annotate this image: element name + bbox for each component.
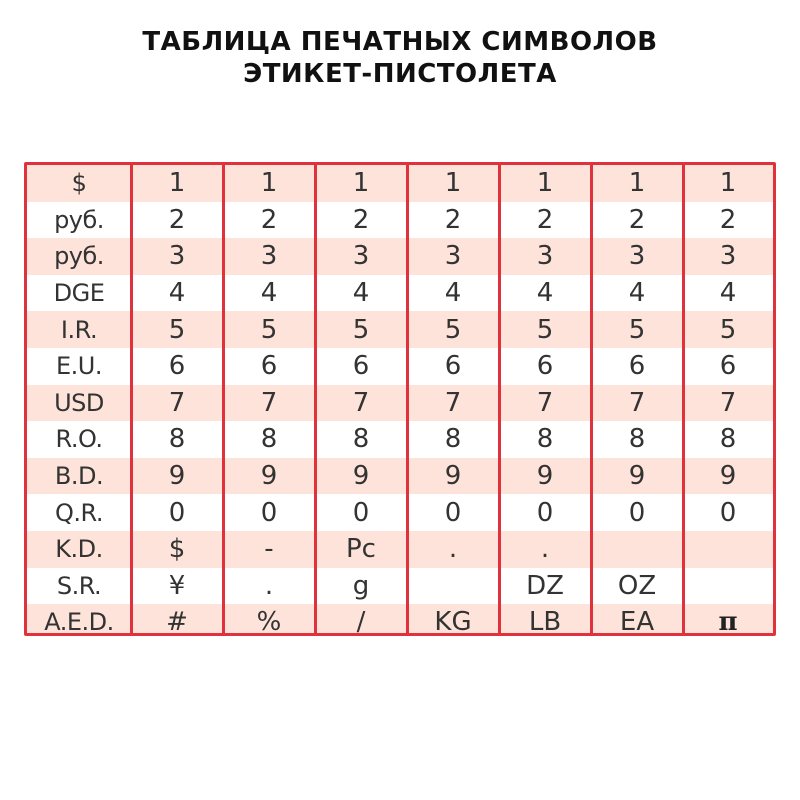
row-label-cell: K.D. [55, 535, 103, 564]
page-title-line-2: ЭТИКЕТ-ПИСТОЛЕТА [243, 59, 557, 89]
row-label-cell: A.E.D. [44, 608, 114, 636]
row-label-cell: R.O. [55, 425, 103, 454]
symbol-cell: 8 [719, 424, 737, 455]
row-label-cell: E.U. [56, 352, 102, 381]
symbol-cell: 5 [536, 314, 554, 345]
column-divider [314, 165, 317, 633]
symbol-cell: 4 [444, 278, 462, 309]
symbol-cell: π [718, 607, 738, 636]
symbol-cell: 1 [168, 168, 186, 199]
column-divider [682, 165, 685, 633]
column-divider [130, 165, 133, 633]
symbol-cell: 6 [168, 351, 186, 382]
symbol-cell: 8 [536, 424, 554, 455]
symbol-cell: 5 [719, 314, 737, 345]
symbol-table [24, 162, 776, 636]
symbol-cell: 2 [260, 204, 278, 235]
table-row [27, 458, 773, 495]
symbol-cell: . [448, 534, 458, 565]
symbol-cell: 3 [352, 241, 370, 272]
symbol-cell: 6 [719, 351, 737, 382]
table-row [27, 421, 773, 458]
symbol-cell: 2 [536, 204, 554, 235]
symbol-cell: DZ [526, 570, 564, 601]
symbol-cell: 1 [352, 168, 370, 199]
symbol-cell: $ [168, 534, 186, 565]
symbol-cell: 0 [536, 497, 554, 528]
symbol-cell: 3 [260, 241, 278, 272]
table-row [27, 311, 773, 348]
table-row [27, 275, 773, 312]
symbol-cell: 0 [352, 497, 370, 528]
symbol-cell: 9 [444, 461, 462, 492]
symbol-cell: . [540, 534, 550, 565]
symbol-cell: 4 [260, 278, 278, 309]
symbol-cell: EA [619, 607, 655, 636]
table-row [27, 165, 773, 202]
symbol-cell: 9 [628, 461, 646, 492]
symbol-cell: 5 [628, 314, 646, 345]
symbol-cell: % [256, 607, 282, 636]
symbol-cell: 2 [719, 204, 737, 235]
symbol-cell: 8 [260, 424, 278, 455]
table-row [27, 348, 773, 385]
table-row [27, 604, 773, 636]
symbol-cell: 7 [352, 387, 370, 418]
symbol-cell [407, 568, 499, 605]
symbol-cell: 2 [352, 204, 370, 235]
symbol-cell [591, 531, 683, 568]
symbol-cell: 4 [536, 278, 554, 309]
page-title-line-1: ТАБЛИЦА ПЕЧАТНЫХ СИМВОЛОВ [142, 27, 658, 57]
row-label-cell: S.R. [56, 571, 102, 600]
symbol-cell: 6 [260, 351, 278, 382]
symbol-cell: 5 [352, 314, 370, 345]
symbol-cell: 0 [444, 497, 462, 528]
symbol-cell [683, 568, 773, 605]
row-label-cell: руб. [54, 205, 104, 234]
symbol-cell [683, 531, 773, 568]
symbol-cell: g [352, 570, 370, 601]
symbol-cell: Pc [346, 534, 376, 565]
symbol-cell: 3 [444, 241, 462, 272]
row-label-cell: Q.R. [55, 498, 103, 527]
symbol-cell: 9 [352, 461, 370, 492]
symbol-cell: 1 [260, 168, 278, 199]
symbol-cell: 9 [168, 461, 186, 492]
symbol-cell: 3 [536, 241, 554, 272]
symbol-cell: 0 [719, 497, 737, 528]
row-label-cell: DGE [53, 279, 105, 308]
symbol-cell: 9 [536, 461, 554, 492]
symbol-cell: 2 [168, 204, 186, 235]
symbol-cell: 7 [444, 387, 462, 418]
column-divider [406, 165, 409, 633]
symbol-cell: 5 [260, 314, 278, 345]
symbol-cell: 3 [719, 241, 737, 272]
symbol-cell: 1 [628, 168, 646, 199]
symbol-cell: 0 [628, 497, 646, 528]
table-row [27, 202, 773, 239]
symbol-cell: ¥ [168, 570, 186, 601]
symbol-cell: # [166, 607, 188, 636]
table-row [27, 531, 773, 568]
symbol-cell: 4 [628, 278, 646, 309]
symbol-cell: 4 [352, 278, 370, 309]
symbol-cell: 2 [628, 204, 646, 235]
symbol-cell: 7 [536, 387, 554, 418]
symbol-cell: 1 [536, 168, 554, 199]
symbol-cell: 8 [628, 424, 646, 455]
column-divider [222, 165, 225, 633]
symbol-cell: 8 [444, 424, 462, 455]
symbol-cell: 6 [444, 351, 462, 382]
column-divider [590, 165, 593, 633]
symbol-cell: KG [434, 607, 472, 636]
symbol-cell: 8 [168, 424, 186, 455]
table-row [27, 238, 773, 275]
row-label-cell: USD [54, 388, 104, 417]
symbol-cell: 6 [352, 351, 370, 382]
symbol-cell: / [356, 607, 366, 636]
symbol-cell: 9 [719, 461, 737, 492]
symbol-cell: 9 [260, 461, 278, 492]
symbol-cell: 7 [168, 387, 186, 418]
symbol-cell: 0 [168, 497, 186, 528]
column-divider [498, 165, 501, 633]
symbol-cell: 4 [168, 278, 186, 309]
symbol-cell: 7 [628, 387, 646, 418]
symbol-cell: 2 [444, 204, 462, 235]
symbol-cell: - [264, 534, 274, 565]
symbol-cell: 1 [719, 168, 737, 199]
symbol-cell: 6 [628, 351, 646, 382]
symbol-cell: 1 [444, 168, 462, 199]
symbol-cell: 7 [260, 387, 278, 418]
table-row [27, 568, 773, 605]
row-label-cell: I.R. [60, 315, 98, 344]
symbol-cell: 5 [444, 314, 462, 345]
symbol-cell: 4 [719, 278, 737, 309]
symbol-cell: . [264, 570, 274, 601]
symbol-cell: 7 [719, 387, 737, 418]
symbol-cell: OZ [617, 570, 657, 601]
row-label-cell: $ [71, 169, 87, 198]
symbol-cell: 6 [536, 351, 554, 382]
row-label-cell: руб. [54, 242, 104, 271]
symbol-cell: 3 [628, 241, 646, 272]
symbol-cell: 3 [168, 241, 186, 272]
row-label-cell: B.D. [54, 462, 104, 491]
symbol-cell: 8 [352, 424, 370, 455]
table-row [27, 385, 773, 422]
symbol-cell: 5 [168, 314, 186, 345]
table-row [27, 494, 773, 531]
symbol-cell: LB [528, 607, 562, 636]
symbol-cell: 0 [260, 497, 278, 528]
